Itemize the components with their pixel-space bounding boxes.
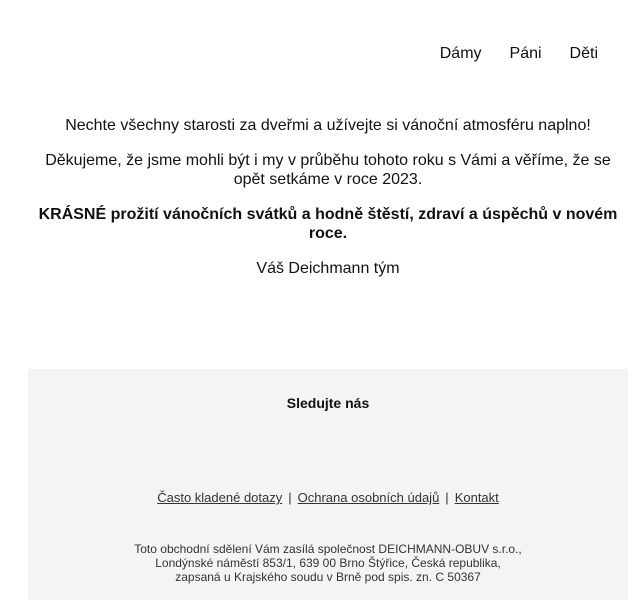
message-signature: Váš Deichmann tým bbox=[256, 260, 400, 277]
contact-link[interactable]: Kontakt bbox=[454, 490, 499, 505]
message-wishes: KRÁSNÉ prožití vánočních svátků a hodně štěstí, zdraví a úspěchů v novém roce. bbox=[38, 206, 618, 242]
message-thanks: Děkujeme, že jsme mohli být i my v průběhu tohoto roku s Vámi a věříme, že se opět setkáme v roce 2023. bbox=[45, 152, 611, 188]
top-navigation bbox=[412, 45, 598, 63]
footer-links bbox=[28, 490, 628, 505]
footer bbox=[28, 369, 628, 600]
privacy-link[interactable]: Ochrana osobních údajů bbox=[297, 490, 440, 505]
follow-us-heading: Sledujte nás bbox=[286, 395, 370, 411]
link-separator: | bbox=[445, 490, 449, 505]
holiday-message bbox=[28, 116, 628, 294]
legal-notice bbox=[28, 542, 628, 584]
message-intro: Nechte všechny starosti za dveřmi a užívejte si vánoční atmosféru naplno! bbox=[65, 117, 591, 134]
nav-link-damy[interactable]: Dámy bbox=[439, 45, 482, 62]
nav-link-deti[interactable]: Děti bbox=[569, 45, 598, 62]
legal-line: Toto obchodní sdělení Vám zasílá společnost DEICHMANN-OBUV s.r.o., bbox=[134, 542, 522, 556]
nav-link-pani[interactable]: Páni bbox=[509, 45, 542, 62]
link-separator: | bbox=[288, 490, 292, 505]
faq-link[interactable]: Často kladené dotazy bbox=[157, 490, 283, 505]
legal-line: Londýnské náměstí 853/1, 639 00 Brno Štýřice, Česká republika, bbox=[155, 556, 501, 570]
legal-line: zapsaná u Krajského soudu v Brně pod spis. zn. C 50367 bbox=[175, 570, 481, 584]
